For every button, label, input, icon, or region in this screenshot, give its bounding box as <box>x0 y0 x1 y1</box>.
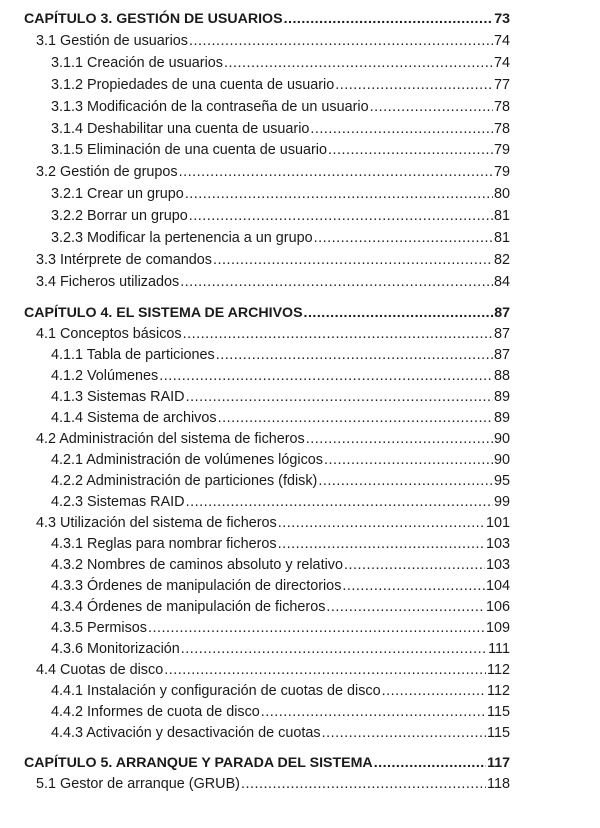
toc-entry-title: 3.2.3 Modificar la pertenencia a un grupo <box>51 230 313 246</box>
toc-page-number: 74 <box>493 54 510 71</box>
toc-entry-title: 4.1.4 Sistema de archivos <box>51 409 217 426</box>
toc-chapter-entry <box>0 753 510 773</box>
dot-leader <box>213 250 493 270</box>
toc-page-number: 99 <box>493 493 510 510</box>
dot-leader <box>218 408 493 428</box>
toc-entry-title: 3.1.3 Modificación de la contraseña de un usuario <box>51 98 369 115</box>
dot-leader <box>284 9 494 29</box>
toc-entry <box>0 471 510 491</box>
toc-entry-title: 3.1.4 Deshabilitar una cuenta de usuario <box>51 120 310 137</box>
toc-page-number: 79 <box>493 142 510 159</box>
toc-entry-title: 3.2.2 Borrar un grupo <box>51 208 188 225</box>
toc-entry <box>0 576 510 596</box>
toc-entry-title: 3.3 Intérprete de comandos <box>36 251 212 268</box>
toc-entry-title: 4.4 Cuotas de disco <box>36 661 164 678</box>
toc-page-number: 88 <box>493 367 510 384</box>
toc-entry <box>0 774 510 794</box>
dot-leader <box>241 774 486 794</box>
toc-page-number: 77 <box>493 76 510 93</box>
dot-leader <box>186 492 493 512</box>
dot-leader <box>278 534 485 554</box>
dot-leader <box>189 31 493 51</box>
toc-entry-title: 3.2 Gestión de grupos <box>36 164 178 181</box>
toc-chapter-entry <box>0 303 510 323</box>
dot-leader <box>370 97 493 117</box>
toc-entry <box>0 450 510 470</box>
toc-entry-title: 4.2 Administración del sistema de ficheros <box>36 430 305 447</box>
toc-entry-title: 4.2.3 Sistemas RAID <box>51 493 185 510</box>
dot-leader <box>180 272 493 292</box>
dot-leader <box>185 184 493 204</box>
toc-entry <box>0 597 510 617</box>
toc-entry-title: 4.4.3 Activación y desactivación de cuotas <box>51 724 321 741</box>
toc-entry-title: 4.1.2 Volúmenes <box>51 367 159 384</box>
toc-page-number: 79 <box>493 164 510 181</box>
toc-entry-title: 3.1.5 Eliminación de una cuenta de usuario <box>51 142 328 159</box>
dot-leader <box>261 702 486 722</box>
dot-leader <box>224 53 493 73</box>
toc-page-number: 112 <box>487 661 510 678</box>
toc-page-number: 118 <box>487 776 510 793</box>
dot-leader <box>324 450 493 470</box>
toc-entry-title: 3.1 Gestión de usuarios <box>36 32 188 49</box>
toc-entry <box>0 345 510 365</box>
dot-leader <box>189 206 493 226</box>
toc-entry <box>0 366 510 386</box>
toc-page-number: 78 <box>493 98 510 115</box>
toc-page-number: 78 <box>493 120 510 137</box>
toc-page-number: 109 <box>485 619 510 636</box>
toc-entry-title: 5.1 Gestor de arranque (GRUB) <box>36 776 240 793</box>
toc-entry-title: 3.1.1 Creación de usuarios <box>51 54 223 71</box>
toc-entry-title: CAPÍTULO 3. GESTIÓN DE USUARIOS <box>24 11 283 27</box>
toc-page-number: 89 <box>493 388 510 405</box>
toc-entry <box>0 140 510 160</box>
dot-leader <box>382 681 486 701</box>
toc-entry-title: 3.2.1 Crear un grupo <box>51 186 184 203</box>
dot-leader <box>183 324 493 344</box>
toc-entry <box>0 53 510 73</box>
toc-entry <box>0 272 510 292</box>
toc-page-number: 87 <box>493 346 510 363</box>
toc-page-number: 95 <box>493 472 510 489</box>
toc-entry-title: 4.4.2 Informes de cuota de disco <box>51 703 260 720</box>
toc-page-number: 87 <box>494 304 510 321</box>
dot-leader <box>344 555 485 575</box>
dot-leader <box>374 753 486 773</box>
dot-leader <box>164 660 486 680</box>
toc-page-number: 80 <box>493 186 510 203</box>
dot-leader <box>278 513 485 533</box>
toc-entry-title: CAPÍTULO 4. EL SISTEMA DE ARCHIVOS <box>24 304 303 321</box>
toc-entry <box>0 660 510 680</box>
toc-entry <box>0 408 510 428</box>
toc-entry <box>0 534 510 554</box>
toc-entry-title: 4.3 Utilización del sistema de ficheros <box>36 514 277 531</box>
toc-entry <box>0 97 510 117</box>
toc-entry <box>0 639 510 659</box>
dot-leader <box>328 140 493 160</box>
toc-entry <box>0 75 510 95</box>
toc-page-number: 106 <box>485 598 510 615</box>
toc-entry <box>0 723 510 743</box>
toc-entry <box>0 387 510 407</box>
toc-entry-title: CAPÍTULO 5. ARRANQUE Y PARADA DEL SISTEMA <box>24 754 373 771</box>
toc-page-number: 81 <box>493 230 510 246</box>
toc-entry <box>0 250 510 270</box>
toc-chapter-entry <box>0 9 510 29</box>
toc-page-number: 87 <box>493 325 510 342</box>
toc-entry-title: 3.4 Ficheros utilizados <box>36 273 180 290</box>
dot-leader <box>310 119 493 139</box>
toc-entry <box>0 184 510 204</box>
toc-entry <box>0 618 510 638</box>
dot-leader <box>304 303 494 323</box>
toc-entry <box>0 555 510 575</box>
dot-leader <box>179 162 493 182</box>
toc-entry <box>0 681 510 701</box>
dot-leader <box>314 228 493 248</box>
toc-entry-title: 4.2.1 Administración de volúmenes lógicos <box>51 451 323 468</box>
dot-leader <box>181 639 487 659</box>
toc-page-number: 103 <box>485 535 510 552</box>
toc-page-number: 81 <box>493 208 510 225</box>
toc-entry-title: 4.1.1 Tabla de particiones <box>51 346 215 363</box>
dot-leader <box>335 75 493 95</box>
toc-entry <box>0 429 510 449</box>
toc-page-number: 117 <box>487 754 510 771</box>
toc-entry-title: 4.3.1 Reglas para nombrar ficheros <box>51 535 277 552</box>
dot-leader <box>306 429 493 449</box>
dot-leader <box>216 345 493 365</box>
toc-page-number: 111 <box>488 640 510 657</box>
dot-leader <box>159 366 493 386</box>
toc-entry-title: 4.3.6 Monitorización <box>51 640 180 657</box>
toc-page-number: 82 <box>493 251 510 268</box>
toc-entry-title: 4.4.1 Instalación y configuración de cuotas de disco <box>51 682 381 699</box>
dot-leader <box>342 576 485 596</box>
toc-page-number: 73 <box>494 11 510 27</box>
toc-entry-title: 4.3.2 Nombres de caminos absoluto y relativo <box>51 556 343 573</box>
toc-page-number: 115 <box>487 724 510 741</box>
toc-page-number: 90 <box>493 451 510 468</box>
toc-entry-title: 4.3.3 Órdenes de manipulación de directorios <box>51 577 342 594</box>
toc-entry <box>0 228 510 248</box>
toc-page-number: 84 <box>493 273 510 290</box>
toc-entry <box>0 702 510 722</box>
toc-page-number: 103 <box>485 556 510 573</box>
toc-page-number: 89 <box>493 409 510 426</box>
toc-entry-title: 3.1.2 Propiedades de una cuenta de usuario <box>51 76 335 93</box>
toc-page-number: 112 <box>487 682 510 699</box>
toc-page-number: 115 <box>487 703 510 720</box>
toc-entry-title: 4.2.2 Administración de particiones (fdisk) <box>51 472 318 489</box>
toc-entry <box>0 119 510 139</box>
dot-leader <box>148 618 485 638</box>
toc-page-number: 74 <box>493 32 510 49</box>
toc-page-number: 104 <box>485 577 510 594</box>
toc-entry-title: 4.1.3 Sistemas RAID <box>51 388 185 405</box>
toc-entry <box>0 513 510 533</box>
toc-entry-title: 4.1 Conceptos básicos <box>36 325 182 342</box>
dot-leader <box>326 597 485 617</box>
toc-entry <box>0 324 510 344</box>
toc-entry-title: 4.3.5 Permisos <box>51 619 147 636</box>
toc-entry <box>0 206 510 226</box>
dot-leader <box>186 387 493 407</box>
dot-leader <box>322 723 486 743</box>
toc-entry-title: 4.3.4 Órdenes de manipulación de ficheros <box>51 598 326 615</box>
toc-entry <box>0 162 510 182</box>
toc-page-number: 101 <box>485 514 510 531</box>
toc-entry <box>0 31 510 51</box>
toc-page-number: 90 <box>493 430 510 447</box>
toc-entry <box>0 492 510 512</box>
dot-leader <box>318 471 493 491</box>
